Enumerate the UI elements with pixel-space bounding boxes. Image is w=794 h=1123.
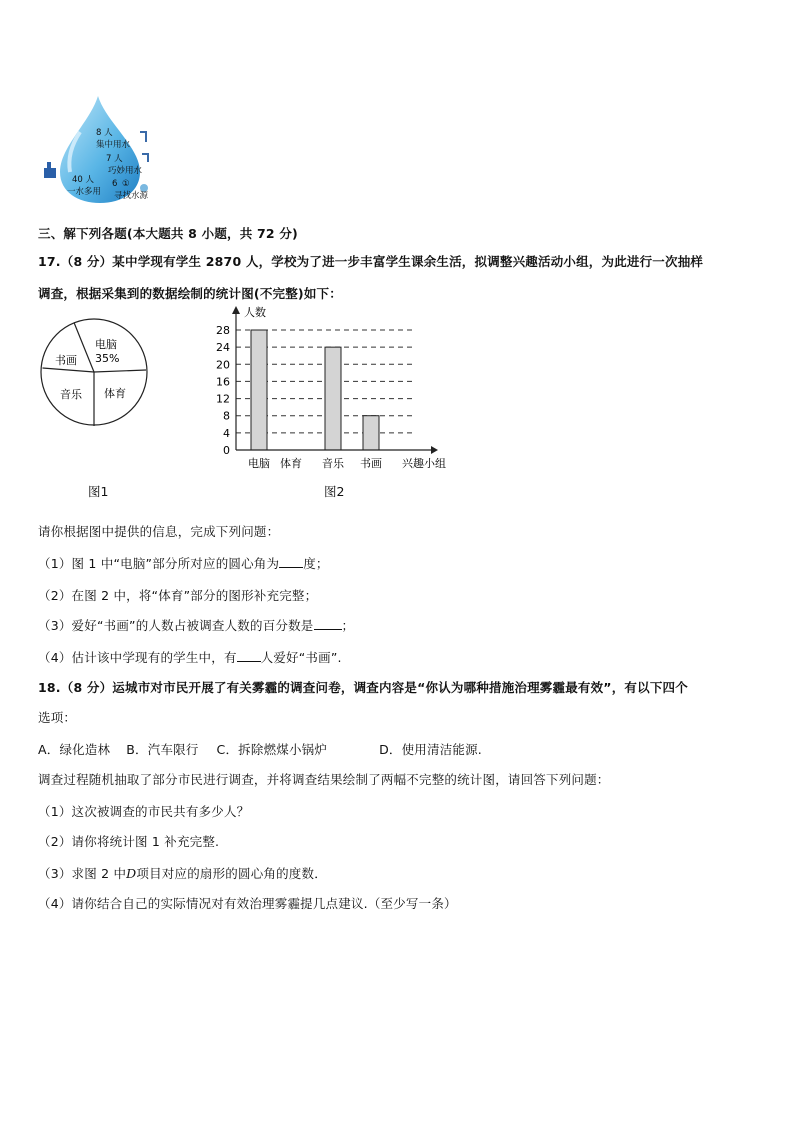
q18-sub2: （2）请你将统计图 1 补充完整.	[38, 834, 220, 849]
x-tick-label: 体育	[280, 457, 302, 470]
water-drop-icon	[40, 92, 160, 204]
pie-label-computer-pct: 35%	[95, 352, 120, 365]
q17-sub1-end: 度；	[303, 556, 329, 571]
bar-2	[325, 347, 341, 450]
q18-sub3	[38, 864, 327, 882]
drop-label-concentrate: 集中用水	[96, 140, 131, 150]
q17-line2: 调查，根据采集到的数据绘制的统计图(不完整)如下：	[38, 286, 342, 301]
q18-sub3-end: 项目对应的扇形的圆心角的度数．	[136, 866, 327, 881]
bar-3	[363, 416, 379, 450]
q18-sub1: （1）这次被调查的市民共有多少人？	[38, 804, 250, 819]
pie-label-calligraphy: 书画	[55, 354, 77, 367]
q17-sub3-end: ；	[341, 618, 355, 633]
q17-sub2: （2）在图 2 中，将“体育”部分的图形补充完整；	[38, 588, 318, 603]
pie-label-sports: 体育	[104, 387, 126, 400]
y-tick-label: 28	[216, 324, 230, 337]
drop-label-6: 6	[112, 179, 118, 189]
bar-0	[251, 330, 267, 450]
section-title: 三、解下列各题(本大题共 8 小题，共 72 分)	[38, 226, 298, 241]
drop-label-reuse: 一水多用	[67, 187, 102, 197]
y-axis-label: 人数	[244, 306, 266, 319]
q18-sub3-text: （3）求图 2 中	[38, 866, 127, 881]
y-tick-label: 24	[216, 341, 230, 355]
drop-label-circled-1: ①	[122, 179, 130, 189]
pie-label-computer: 电脑	[95, 338, 117, 351]
answer-blank[interactable]	[237, 649, 261, 662]
q17-sub1	[38, 554, 329, 572]
figure2-bar-chart	[196, 302, 466, 474]
q17-intro: 请你根据图中提供的信息，完成下列问题：	[38, 524, 280, 539]
figure2-caption: 图2	[324, 484, 345, 499]
y-tick-label: 0	[223, 444, 230, 457]
q18-option-b: B．汽车限行	[126, 742, 199, 757]
q18-option-c: C．拆除燃煤小锅炉	[216, 742, 328, 757]
q17-sub1-text: （1）图 1 中“电脑”部分所对应的圆心角为	[38, 556, 280, 571]
y-tick-label: 12	[216, 392, 230, 406]
q17-line1: 17.（8 分）某中学现有学生 2870 人，学校为了进一步丰富学生课余生活，拟调整兴趣活动小组，为此进行一次抽样	[38, 254, 704, 269]
figure1-pie	[38, 318, 158, 438]
answer-blank[interactable]	[314, 617, 342, 630]
q18-option-d: D．使用清洁能源.	[379, 742, 482, 757]
y-tick-label: 16	[216, 375, 230, 389]
drop-label-clever: 巧妙用水	[108, 166, 143, 176]
q17-sub4-end: 人爱好“书画”.	[260, 650, 342, 665]
q18-option-a: A．绿化造林	[38, 742, 111, 757]
x-axis-label: 兴趣小组	[402, 457, 446, 470]
x-tick-label: 书画	[360, 457, 382, 470]
x-tick-label: 音乐	[322, 457, 344, 470]
drop-label-7: 7 人	[106, 154, 123, 164]
y-tick-label: 4	[223, 426, 230, 440]
drop-label-find-source: 寻找水源	[114, 191, 149, 201]
q17-sub3-text: （3）爱好“书画”的人数占被调查人数的百分数是	[38, 618, 314, 633]
drop-label-8: 8 人	[96, 128, 113, 138]
q18-line1: 18.（8 分）运城市对市民开展了有关雾霾的调查问卷，调查内容是“你认为哪种措施治理雾霾最有效”，有以下四个	[38, 680, 688, 695]
drop-label-40: 40 人	[72, 175, 95, 185]
figure1-caption: 图1	[88, 484, 109, 499]
q18-line3: 调查过程随机抽取了部分市民进行调查，并将调查结果绘制了两幅不完整的统计图，请回答下列问题：	[38, 772, 610, 787]
q18-sub4: （4）请你结合自己的实际情况对有效治理雾霾提几点建议.（至少写一条）	[38, 896, 457, 911]
q17-sub4-text: （4）估计该中学现有的学生中，有	[38, 650, 237, 665]
y-tick-label: 20	[216, 358, 230, 372]
q18-line2: 选项：	[38, 710, 77, 725]
q18-sub3-var: D	[126, 866, 137, 881]
y-tick-label: 8	[223, 409, 230, 423]
q18-options	[38, 740, 482, 758]
q17-sub3	[38, 616, 354, 634]
q17-sub4	[38, 648, 342, 666]
water-drop-figure	[40, 92, 160, 204]
x-tick-label: 电脑	[248, 457, 270, 470]
pie-label-music: 音乐	[60, 388, 82, 401]
answer-blank[interactable]	[279, 555, 303, 568]
